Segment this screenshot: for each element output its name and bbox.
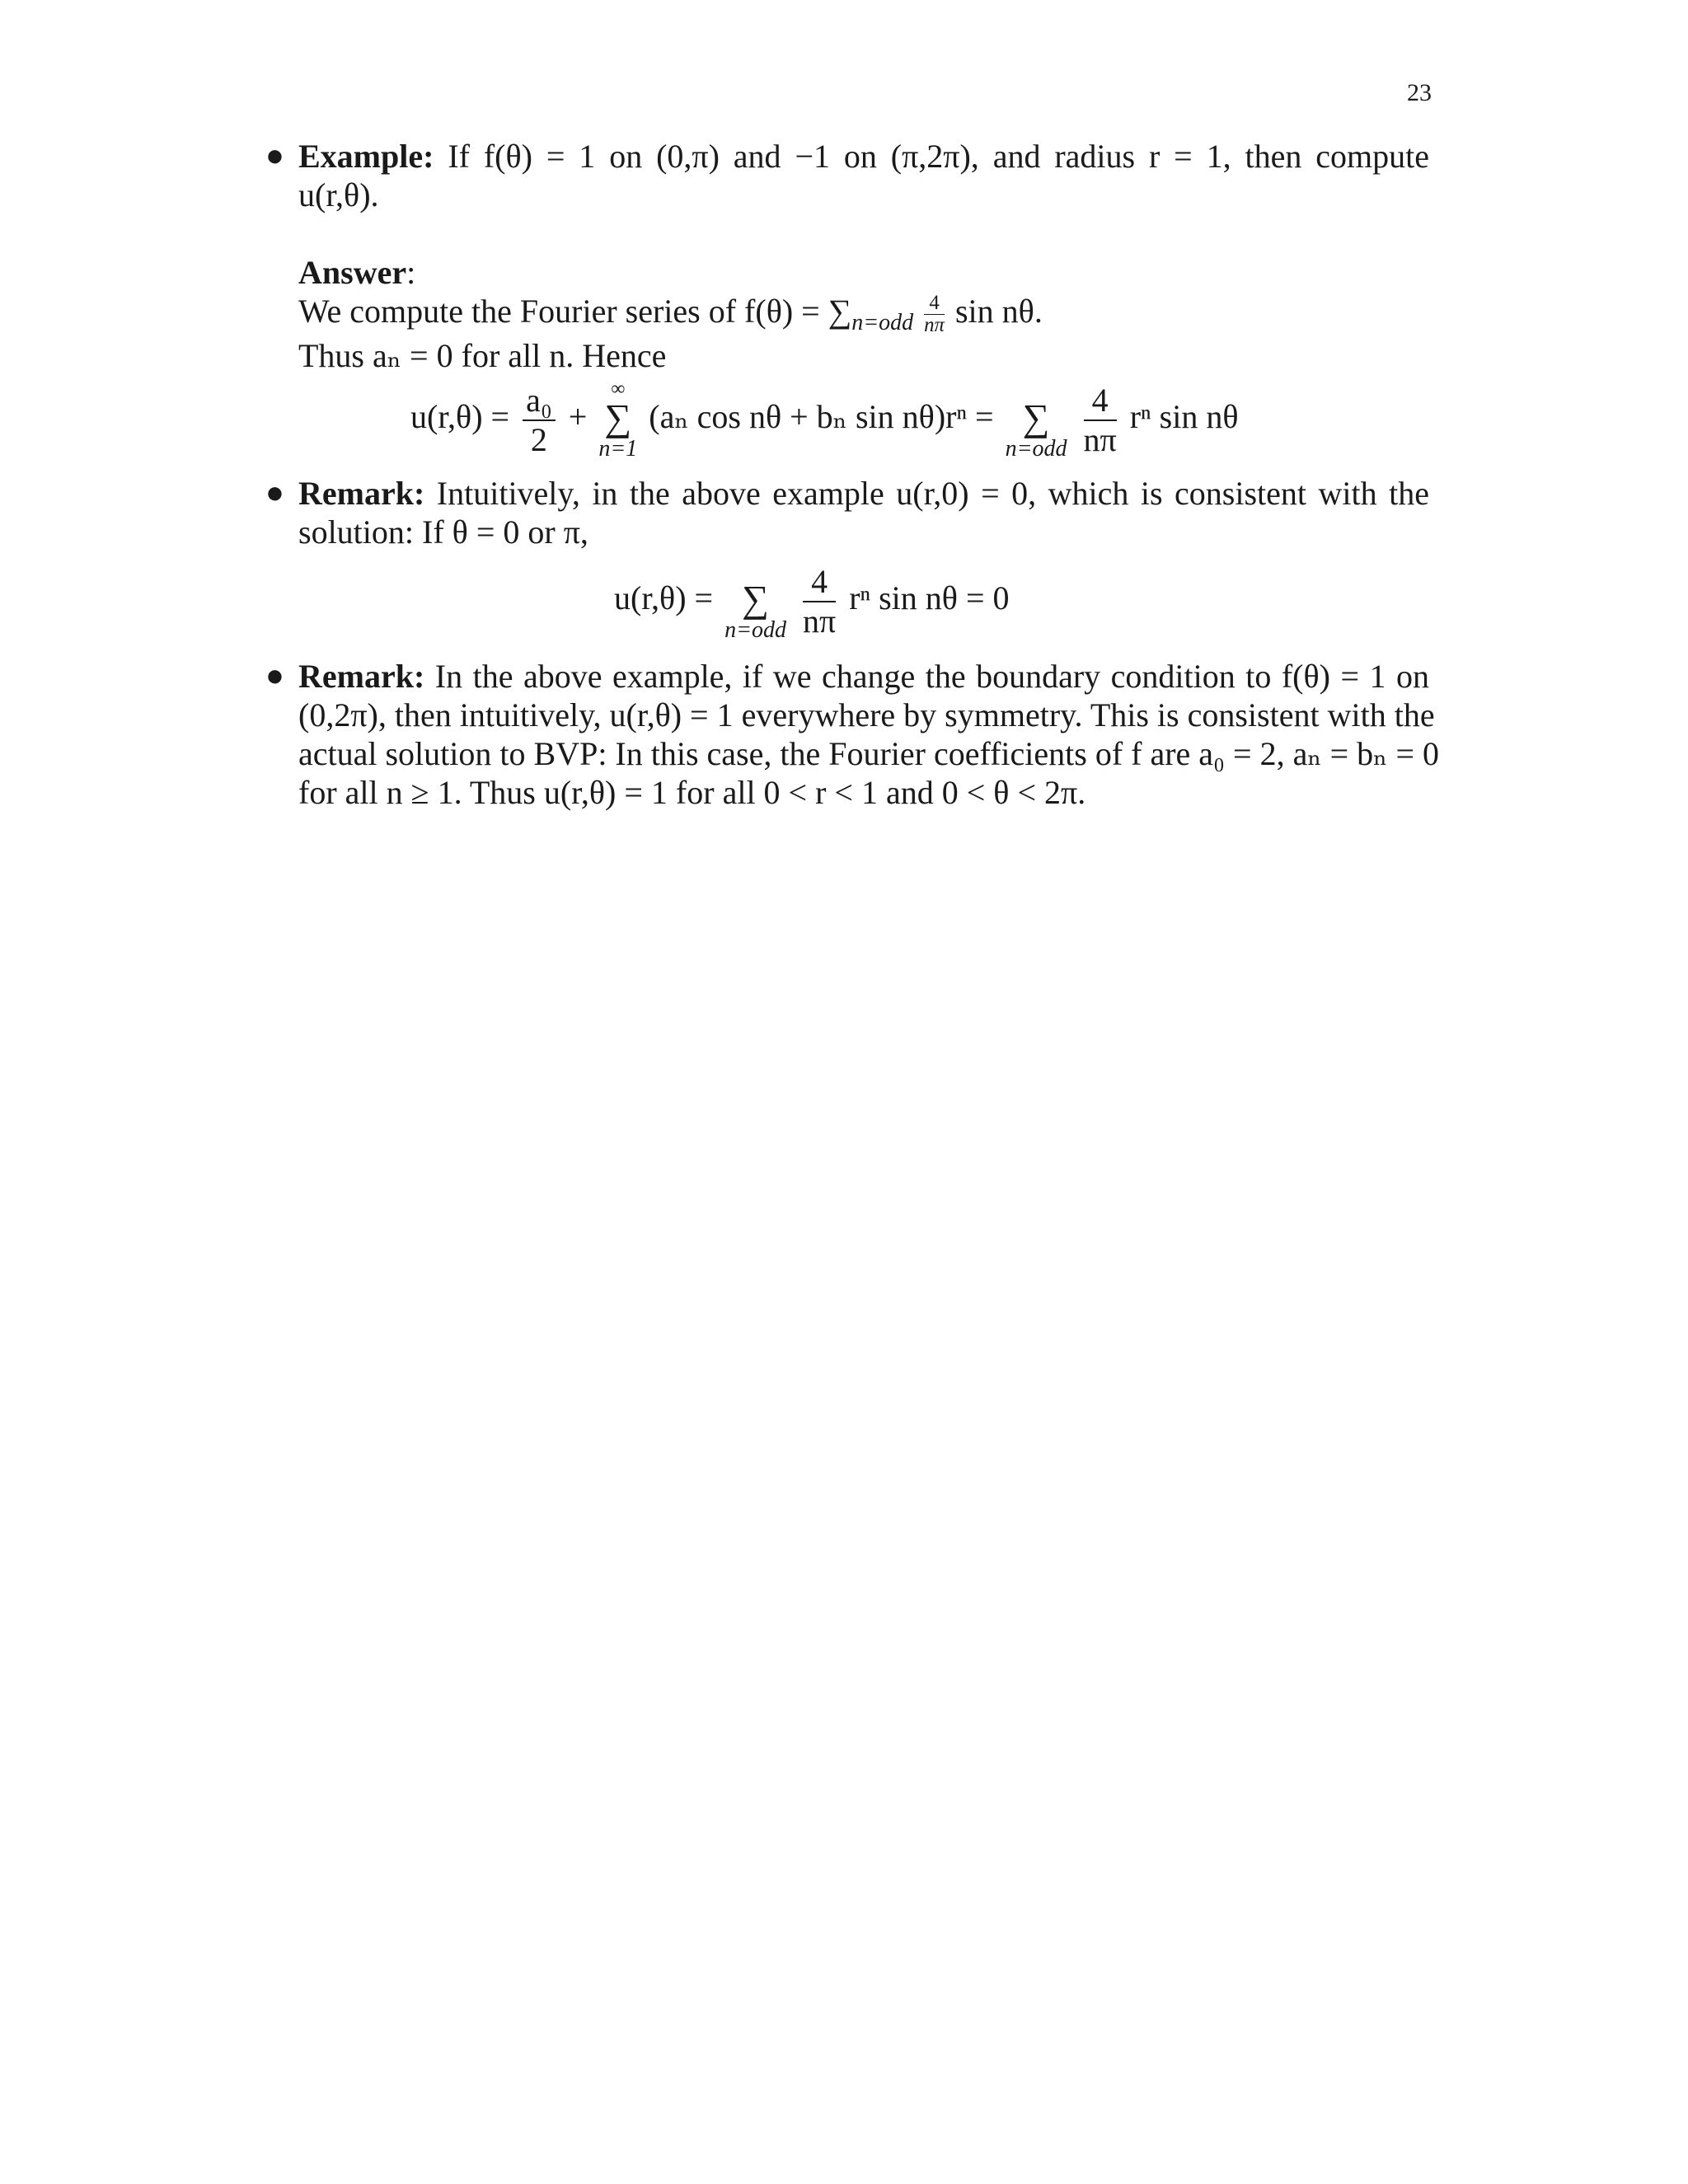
example-block [265, 137, 1429, 214]
sum-symbol-odd: ∑ n=odd [724, 578, 786, 643]
example-text-line2: u(r,θ). [298, 176, 379, 213]
display-equation-2: u(r,θ) = ∑ n=odd $\frac{4}{n\pi}$ rⁿ sin nθ = 0 [614, 560, 1010, 643]
bullet-icon: ● [265, 138, 284, 173]
bullet-icon: ● [265, 476, 284, 510]
remark-1-text-line2: solution: If θ = 0 or π, [298, 513, 588, 551]
display-equation-1: u(r,θ) = $\frac{\text{a₀}}{2}$ + ∞ ∑ n=1 (aₙ cos nθ + bₙ sin nθ)rⁿ = ∑ n=odd $\frac{4}{n\pi}$ rⁿ sin nθ [410, 378, 1239, 462]
answer-text-line1-end: sin nθ. [954, 293, 1043, 330]
answer-colon: : [406, 254, 416, 291]
bullet-icon: ● [265, 658, 284, 693]
example-text-line1: If f(θ) = 1 on (0,π) and −1 on (π,2π), and radius r = 1, then compute [448, 138, 1429, 175]
remark-2-text-line2: (0,2π), then intuitively, u(r,θ) = 1 everywhere by symmetry. This is consistent with the [298, 696, 1435, 733]
remark-2-text-line4: for all n ≥ 1. Thus u(r,θ) = 1 for all 0 < r < 1 and 0 < θ < 2π. [298, 774, 1086, 811]
sum-subscript: n=odd [851, 310, 914, 335]
inline-fraction: $\frac{4}{n\pi}$ [924, 292, 945, 337]
remark-2-block [265, 657, 1440, 812]
answer-label: Answer [298, 254, 407, 291]
remark-2-text-line1: In the above example, if we change the boundary condition to f(θ) = 1 on [434, 658, 1429, 695]
remark-1-block [265, 474, 1429, 551]
answer-text-line1: We compute the Fourier series of f(θ) = ∑ [298, 293, 852, 330]
remark-2-text-line3: actual solution to BVP: In this case, the Fourier coefficients of f are a₀ = 2, aₙ = bₙ = 0 [298, 735, 1440, 772]
answer-text-line2: Thus aₙ = 0 for all n. Hence [298, 337, 667, 375]
remark-1-text-line1: Intuitively, in the above example u(r,0) = 0, which is consistent with the [436, 475, 1429, 512]
example-label: Example: [298, 138, 434, 175]
fraction-a0-over-2: $\frac{\text{a₀}}{2}$ [523, 382, 556, 459]
fraction-4-over-npi: $\frac{4}{n\pi}$ [1083, 382, 1117, 458]
remark-2-label: Remark: [298, 658, 425, 695]
fraction-4-over-npi: $\frac{4}{n\pi}$ [802, 563, 837, 640]
sum-symbol-odd: ∑ n=odd [1005, 396, 1067, 462]
sum-symbol: ∞ ∑ n=1 [598, 378, 638, 462]
answer-block [265, 253, 1429, 375]
remark-1-label: Remark: [298, 475, 425, 512]
page-number: 23 [1407, 79, 1432, 106]
